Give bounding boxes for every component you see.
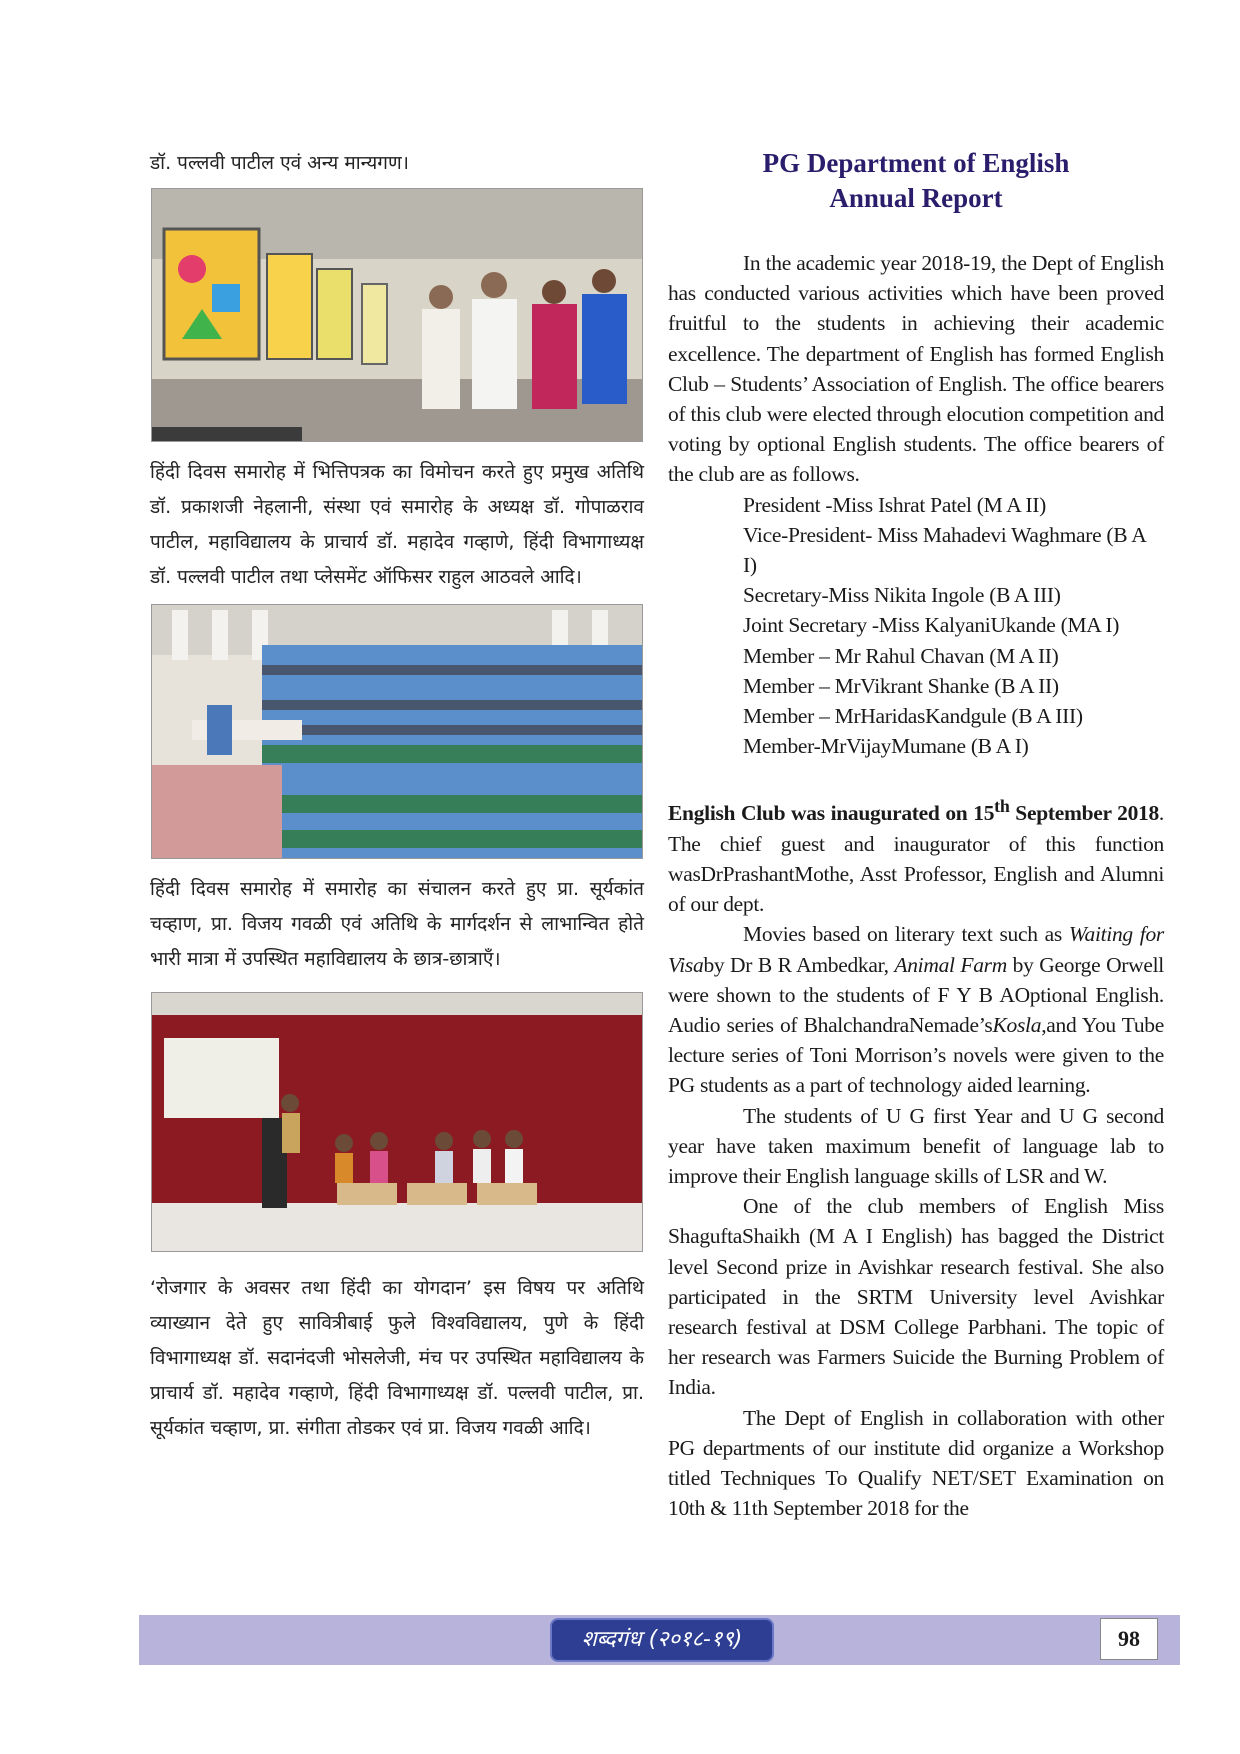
movies-title-1: Waiting for Visa [668,922,1164,977]
caption-audience: हिंदी दिवस समारोह में समारोह का संचालन करते हुए प्रा. सूर्यकांत चव्हाण, प्रा. विजय गवळी एवं अतिथि के मार्गदर्शन से लाभान्वित होते भारी मात्रा में उपस्थित महाविद्यालय के छात्र-छात्राएँ। [150,878,644,970]
title-line-2: Annual Report [829,183,1003,213]
lab-paragraph: The students of U G first Year and U G second year have taken maximum benefit of language lab to improve their English language skills of LSR and W. [668,1103,1164,1189]
photo-audience-image [152,605,642,858]
caption-exhibition: हिंदी दिवस समारोह में भित्तिपत्रक का विमोचन करते हुए प्रमुख अतिथि डॉ. प्रकाशजी नेहलानी, संस्था एवं समारोह के अध्यक्ष डॉ. गोपाळराव पाटील, महाविद्यालय के प्राचार्य डॉ. महादेव गव्हाणे, हिंदी विभागाध्यक्ष डॉ. पल्लवी पाटील तथा प्लेसमेंट ऑफिसर राहुल आठवले आदि। [150,461,644,588]
page-number: 98 [1100,1618,1158,1660]
photo-exhibition-image [152,189,642,441]
office-bearers-list [668,490,1164,762]
caption-top: डॉ. पल्लवी पाटील एवं अन्य मान्यगण। [150,152,409,174]
caption-stage: ‘रोजगार के अवसर तथा हिंदी का योगदान’ इस विषय पर अतिथि व्याख्यान देते हुए सावित्रीबाई फुले विश्वविद्यालय, पुणे के हिंदी विभागाध्यक्ष डॉ. सदानंदजी भोसलेजी, मंच पर उपस्थित महाविद्यालय के प्राचार्य डॉ. महादेव गव्हाणे, हिंदी विभागाध्यक्ष डॉ. पल्लवी पाटील, प्रा. सूर्यकांत चव्हाण, प्रा. संगीता तोडकर एवं प्रा. विजय गवळी आदि। [150,1277,644,1439]
inauguration-rest: . The chief guest and inaugurator of this function wasDrPrashantMothe, Asst Professor, English and Alumni of our dept. [668,801,1164,917]
inauguration-paragraph [668,791,1164,919]
office-bearer: Vice-President- Miss Mahadevi Waghmare (B A I) [743,522,1146,578]
inauguration-sup: th [994,796,1010,817]
movies-title-3: Kosla [992,1013,1042,1038]
report-title [668,146,1164,216]
office-bearer: President -Miss Ishrat Patel (M A II) [743,492,1047,517]
movies-text-b: by Dr B R Ambedkar, [703,952,895,977]
movies-text-d: ,and You Tube lecture series of Toni Morrison’s novels were given to the PG students as a part of technology aided learning. [668,1013,1164,1098]
inauguration-bold-a: English Club was inaugurated on 15 [668,801,995,826]
workshop-paragraph: The Dept of English in collaboration with other PG departments of our institute did organize a Workshop titled Techniques To Qualify NET/SET Examination on 10th & 11th September 2018 for the [668,1405,1164,1521]
office-bearer: Member – Mr Rahul Chavan (M A II) [743,643,1059,668]
movies-text-c: by George Orwell were shown to the students of F Y B AOptional English. Audio series of BhalchandraNemade’s [668,952,1164,1038]
inauguration-bold-b: September 2018 [1009,801,1159,826]
title-line-1: PG Department of English [762,148,1070,178]
photo-audience [152,605,642,858]
office-bearer: Member-MrVijayMumane (B A I) [743,734,1029,759]
photo-stage [152,993,642,1251]
right-column [668,146,1164,1523]
office-bearer: Joint Secretary -Miss KalyaniUkande (MA I) [743,613,1120,638]
left-column [150,146,644,1446]
office-bearer: Member – MrHaridasKandgule (B A III) [743,704,1083,729]
office-bearer: Member – MrVikrant Shanke (B A II) [743,673,1059,698]
photo-exhibition [152,189,642,441]
movies-paragraph [668,919,1164,1100]
photo-stage-image [152,993,642,1251]
movies-title-2: Animal Farm [894,952,1007,977]
office-bearer: Secretary-Miss Nikita Ingole (B A III) [743,583,1061,608]
prize-paragraph: One of the club members of English Miss ShaguftaShaikh (M A I English) has bagged the District level Second prize in Avishkar research festival. She also participated in the SRTM University level Avishkar research festival at DSM College Parbhani. The topic of her research was Farmers Suicide the Burning Problem of India. [668,1194,1164,1400]
magazine-badge: शब्दगंध (२०१८-१९) [550,1618,774,1662]
movies-text-a: Movies based on literary text such as [743,922,1069,947]
intro-paragraph: In the academic year 2018-19, the Dept of English has conducted various activities which have been proved fruitful to the students in achieving their academic excellence. The department of English has formed English Club – Students’ Association of English. The office bearers of this club were elected through elocution competition and voting by optional English students. The office bearers of the club are as follows. [668,251,1164,487]
